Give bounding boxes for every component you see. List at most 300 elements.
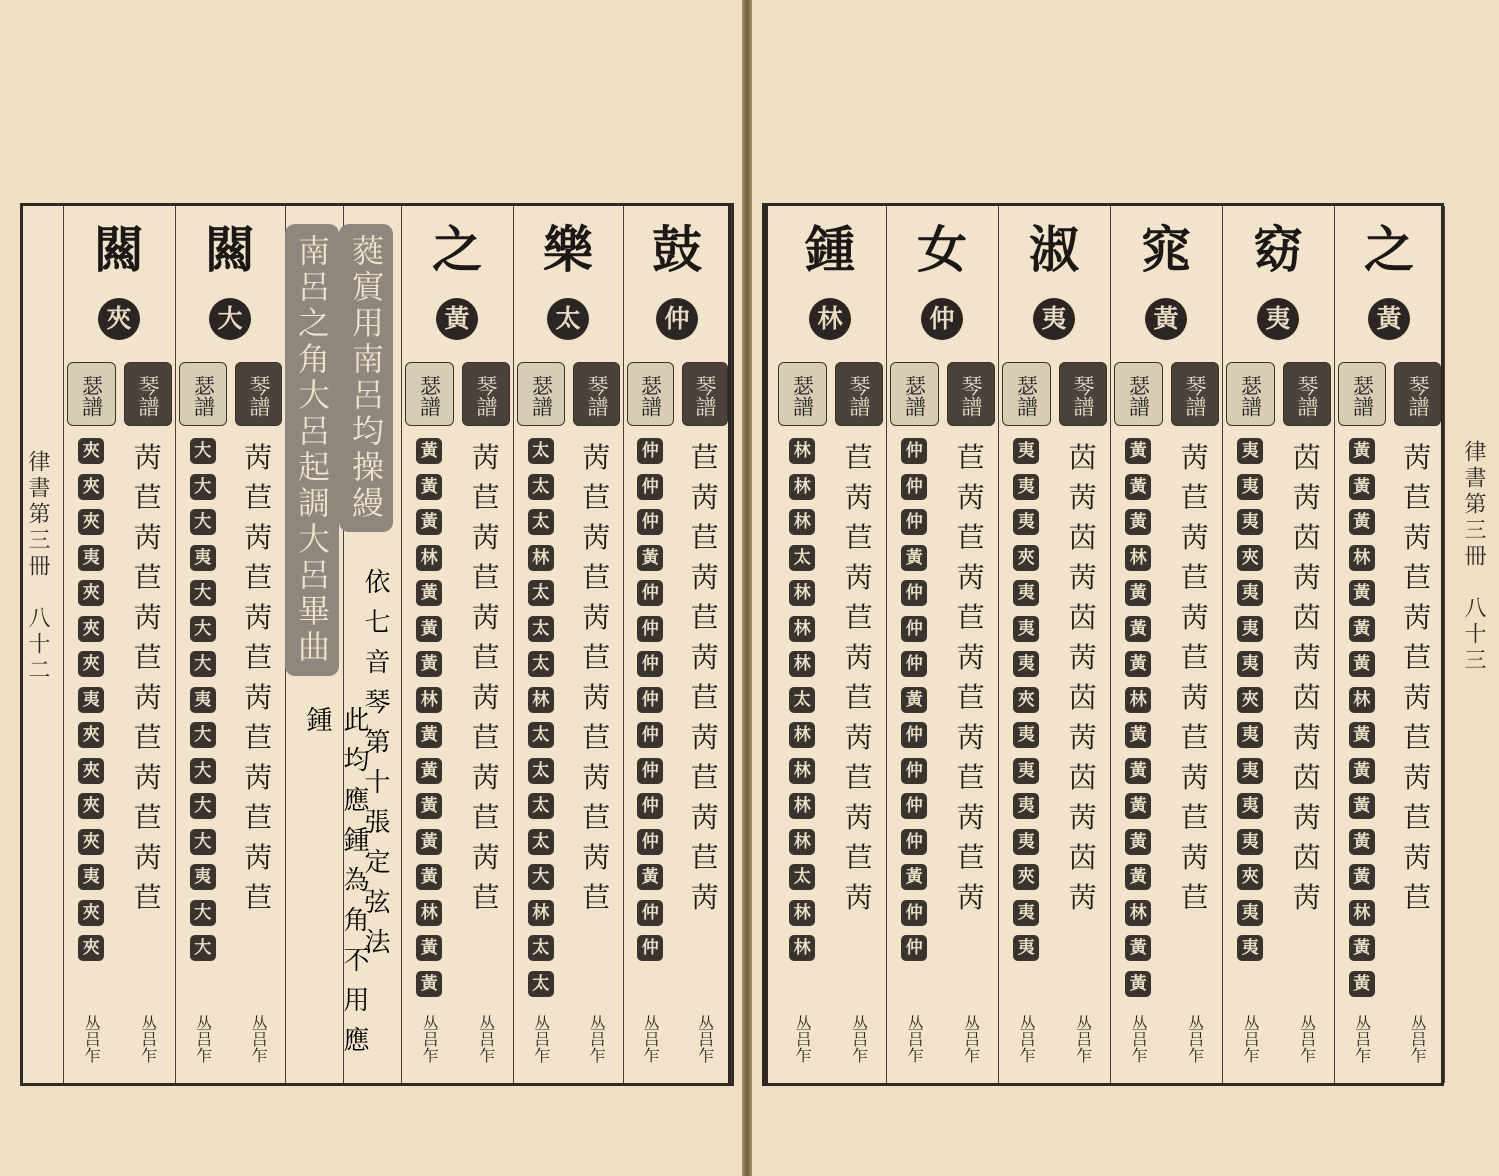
note-glyph: 大 bbox=[190, 474, 216, 500]
tablature-glyph: 苣 bbox=[844, 601, 873, 634]
tablature-glyph: 苣 bbox=[582, 641, 611, 674]
note-glyph: 夷 bbox=[1013, 616, 1039, 642]
tablature-glyph: 苣 bbox=[956, 761, 985, 794]
lyric-character: 闗 bbox=[205, 220, 255, 279]
note-list bbox=[623, 438, 678, 971]
pitch-circle: 黃 bbox=[436, 298, 478, 340]
note-glyph: 仲 bbox=[901, 616, 927, 642]
score-column bbox=[886, 206, 999, 1083]
fingering-note: 丛吕乍 bbox=[849, 1015, 869, 1063]
right-frame bbox=[762, 203, 1444, 1086]
tablature-glyph: 苣 bbox=[133, 721, 162, 754]
note-list bbox=[1110, 438, 1167, 1006]
note-glyph: 仲 bbox=[901, 474, 927, 500]
note-glyph: 夷 bbox=[78, 864, 104, 890]
lyric-character: 闗 bbox=[94, 220, 144, 279]
tablature-glyph: 苪 bbox=[956, 801, 985, 834]
tablature-glyph: 苣 bbox=[1180, 721, 1209, 754]
tablature-glyph: 苣 bbox=[244, 881, 273, 914]
qin-score bbox=[1390, 362, 1446, 1081]
tablature-list bbox=[1390, 438, 1446, 918]
note-glyph: 黃 bbox=[1349, 935, 1375, 961]
note-glyph: 仲 bbox=[637, 474, 663, 500]
note-glyph: 夷 bbox=[1237, 793, 1263, 819]
fingering-note: 丛吕乍 bbox=[1073, 1015, 1093, 1063]
tablature-glyph: 苣 bbox=[582, 801, 611, 834]
note-glyph: 夷 bbox=[1013, 900, 1039, 926]
note-list bbox=[175, 438, 231, 971]
tablature-glyph: 苪 bbox=[582, 761, 611, 794]
tablature-glyph: 苪 bbox=[244, 601, 273, 634]
note-glyph: 黃 bbox=[901, 864, 927, 890]
note-glyph: 太 bbox=[528, 829, 554, 855]
fingering-note: 丛吕乍 bbox=[1017, 1015, 1037, 1063]
note-glyph: 黃 bbox=[416, 935, 442, 961]
note-glyph: 太 bbox=[528, 438, 554, 464]
tablature-glyph: 苣 bbox=[690, 601, 719, 634]
note-glyph: 仲 bbox=[901, 722, 927, 748]
tablature-glyph: 苪 bbox=[133, 681, 162, 714]
note-glyph: 林 bbox=[416, 545, 442, 571]
fingering-note: 丛吕乍 bbox=[476, 1015, 496, 1063]
note-glyph: 黃 bbox=[416, 651, 442, 677]
lyric-character: 鼓 bbox=[652, 220, 702, 279]
score-column bbox=[774, 206, 887, 1083]
note-glyph: 黃 bbox=[416, 616, 442, 642]
tablature-glyph: 苣 bbox=[1403, 881, 1432, 914]
note-glyph: 仲 bbox=[637, 687, 663, 713]
note-glyph: 黃 bbox=[416, 758, 442, 784]
tablature-glyph: 苣 bbox=[471, 561, 500, 594]
tablature-glyph: 苪 bbox=[471, 761, 500, 794]
note-glyph: 仲 bbox=[901, 793, 927, 819]
note-glyph: 夷 bbox=[190, 864, 216, 890]
se-score bbox=[63, 362, 120, 1081]
note-glyph: 黃 bbox=[1125, 864, 1151, 890]
note-glyph: 太 bbox=[528, 651, 554, 677]
score-column bbox=[1222, 206, 1335, 1083]
tablature-glyph: 苪 bbox=[1180, 841, 1209, 874]
note-glyph: 黃 bbox=[1349, 651, 1375, 677]
fingering-note: 丛吕乍 bbox=[587, 1015, 607, 1063]
fingering-note: 丛吕乍 bbox=[1241, 1015, 1261, 1063]
note-list bbox=[63, 438, 120, 971]
note-glyph: 夾 bbox=[1237, 864, 1263, 890]
qin-header: 琴譜 bbox=[235, 362, 283, 426]
note-list bbox=[1222, 438, 1279, 971]
note-glyph: 黃 bbox=[1125, 580, 1151, 606]
note-glyph: 黃 bbox=[416, 580, 442, 606]
note-glyph: 大 bbox=[528, 864, 554, 890]
se-header: 瑟譜 bbox=[890, 362, 939, 426]
note-glyph: 大 bbox=[190, 722, 216, 748]
note-glyph: 黃 bbox=[416, 509, 442, 535]
note-glyph: 大 bbox=[190, 793, 216, 819]
tablature-glyph: 苪 bbox=[690, 881, 719, 914]
note-glyph: 黃 bbox=[1349, 793, 1375, 819]
tablature-glyph: 苣 bbox=[956, 601, 985, 634]
tablature-glyph: 苪 bbox=[1292, 881, 1321, 914]
tablature-glyph: 苪 bbox=[1403, 521, 1432, 554]
tablature-glyph: 苣 bbox=[582, 721, 611, 754]
tablature-list bbox=[1055, 438, 1112, 918]
left-edge-label: 律書第三冊 八十二 bbox=[25, 450, 50, 684]
note-glyph: 黃 bbox=[416, 971, 442, 997]
tablature-glyph: 苣 bbox=[244, 481, 273, 514]
qin-score bbox=[678, 362, 733, 1081]
note-glyph: 太 bbox=[528, 616, 554, 642]
note-glyph: 林 bbox=[528, 687, 554, 713]
tablature-glyph: 苪 bbox=[471, 841, 500, 874]
note-glyph: 太 bbox=[789, 864, 815, 890]
note-glyph: 夷 bbox=[1013, 438, 1039, 464]
note-glyph: 林 bbox=[1125, 545, 1151, 571]
tablature-glyph: 苬 bbox=[1292, 601, 1321, 634]
note-glyph: 林 bbox=[789, 758, 815, 784]
se-score bbox=[886, 362, 943, 1081]
se-score bbox=[401, 362, 458, 1081]
tablature-glyph: 苬 bbox=[1292, 761, 1321, 794]
tablature-glyph: 苪 bbox=[844, 481, 873, 514]
tablature-glyph: 苪 bbox=[1292, 801, 1321, 834]
se-score bbox=[513, 362, 569, 1081]
tablature-list bbox=[831, 438, 888, 918]
tablature-glyph: 苪 bbox=[582, 601, 611, 634]
pitch-circle: 黃 bbox=[1368, 298, 1410, 340]
tablature-glyph: 苪 bbox=[844, 801, 873, 834]
note-glyph: 林 bbox=[1349, 687, 1375, 713]
lyric-character: 女 bbox=[917, 220, 967, 279]
tablature-glyph: 苪 bbox=[844, 641, 873, 674]
se-header: 瑟譜 bbox=[517, 362, 565, 426]
note-glyph: 林 bbox=[416, 900, 442, 926]
note-glyph: 太 bbox=[528, 758, 554, 784]
tablature-glyph: 苪 bbox=[471, 681, 500, 714]
qin-score bbox=[569, 362, 625, 1081]
note-glyph: 林 bbox=[789, 935, 815, 961]
qin-header: 琴譜 bbox=[682, 362, 729, 426]
tablature-glyph: 苪 bbox=[690, 481, 719, 514]
note-glyph: 黃 bbox=[1349, 864, 1375, 890]
right-edge-label: 律書第三冊 八十三 bbox=[1461, 440, 1486, 674]
tablature-glyph: 苣 bbox=[582, 561, 611, 594]
note-glyph: 夾 bbox=[1013, 687, 1039, 713]
tablature-glyph: 苪 bbox=[1292, 481, 1321, 514]
pitch-circle: 夾 bbox=[98, 298, 140, 340]
tablature-glyph: 苬 bbox=[1292, 521, 1321, 554]
tablature-glyph: 苪 bbox=[1403, 601, 1432, 634]
tablature-glyph: 苣 bbox=[1180, 481, 1209, 514]
note-glyph: 黃 bbox=[1125, 616, 1151, 642]
tablature-glyph: 苪 bbox=[1403, 761, 1432, 794]
tablature-glyph: 苪 bbox=[1180, 441, 1209, 474]
note-glyph: 仲 bbox=[637, 935, 663, 961]
qin-score bbox=[943, 362, 1000, 1081]
note-glyph: 夾 bbox=[1237, 687, 1263, 713]
note-glyph: 黃 bbox=[637, 545, 663, 571]
qin-header: 琴譜 bbox=[462, 362, 511, 426]
qin-header: 琴譜 bbox=[124, 362, 173, 426]
qin-score bbox=[1279, 362, 1336, 1081]
note-glyph: 林 bbox=[416, 687, 442, 713]
tablature-glyph: 苬 bbox=[1068, 841, 1097, 874]
note-glyph: 夷 bbox=[1237, 616, 1263, 642]
tablature-glyph: 苣 bbox=[844, 761, 873, 794]
tablature-glyph: 苪 bbox=[690, 641, 719, 674]
note-glyph: 夷 bbox=[1237, 758, 1263, 784]
fingering-note: 丛吕乍 bbox=[793, 1015, 813, 1063]
note-glyph: 林 bbox=[528, 545, 554, 571]
note-glyph: 仲 bbox=[637, 900, 663, 926]
tablature-glyph: 苪 bbox=[1068, 801, 1097, 834]
tablature-glyph: 苪 bbox=[844, 561, 873, 594]
tablature-glyph: 苣 bbox=[690, 761, 719, 794]
tablature-glyph: 苬 bbox=[1068, 761, 1097, 794]
fingering-note: 丛吕乍 bbox=[1185, 1015, 1205, 1063]
tablature-glyph: 苬 bbox=[1292, 441, 1321, 474]
tablature-glyph: 苣 bbox=[1180, 641, 1209, 674]
tablature-glyph: 苣 bbox=[582, 881, 611, 914]
note-glyph: 夾 bbox=[78, 758, 104, 784]
note-list bbox=[1334, 438, 1390, 1006]
qin-header: 琴譜 bbox=[1283, 362, 1332, 426]
pitch-circle: 林 bbox=[809, 298, 851, 340]
tablature-glyph: 苬 bbox=[1068, 681, 1097, 714]
tablature-glyph: 苪 bbox=[133, 601, 162, 634]
tablature-glyph: 苪 bbox=[1068, 561, 1097, 594]
tablature-glyph: 苪 bbox=[471, 441, 500, 474]
note-glyph: 仲 bbox=[637, 509, 663, 535]
note-glyph: 夾 bbox=[1237, 545, 1263, 571]
tablature-glyph: 苣 bbox=[844, 841, 873, 874]
score-column bbox=[63, 206, 176, 1083]
note-glyph: 大 bbox=[190, 935, 216, 961]
qin-score bbox=[231, 362, 287, 1081]
tablature-glyph: 苣 bbox=[133, 801, 162, 834]
note-glyph: 黃 bbox=[416, 438, 442, 464]
se-header: 瑟譜 bbox=[1002, 362, 1051, 426]
se-header: 瑟譜 bbox=[1114, 362, 1163, 426]
note-glyph: 仲 bbox=[637, 829, 663, 855]
note-glyph: 夷 bbox=[190, 687, 216, 713]
se-header: 瑟譜 bbox=[67, 362, 116, 426]
se-header: 瑟譜 bbox=[1338, 362, 1386, 426]
fingering-note: 丛吕乍 bbox=[1408, 1015, 1428, 1063]
note-glyph: 林 bbox=[528, 900, 554, 926]
note-glyph: 林 bbox=[789, 793, 815, 819]
note-glyph: 黃 bbox=[1349, 580, 1375, 606]
tablature-glyph: 苪 bbox=[582, 441, 611, 474]
tablature-glyph: 苣 bbox=[471, 801, 500, 834]
se-score bbox=[1110, 362, 1167, 1081]
score-column bbox=[175, 206, 286, 1083]
note-glyph: 黃 bbox=[1349, 509, 1375, 535]
note-glyph: 林 bbox=[789, 722, 815, 748]
note-glyph: 太 bbox=[528, 793, 554, 819]
tablature-list bbox=[231, 438, 287, 918]
tablature-glyph: 苪 bbox=[582, 681, 611, 714]
pitch-circle: 太 bbox=[547, 298, 589, 340]
note-glyph: 夷 bbox=[1237, 651, 1263, 677]
note-list bbox=[774, 438, 831, 971]
qin-score bbox=[1055, 362, 1112, 1081]
note-list bbox=[998, 438, 1055, 971]
tablature-glyph: 苪 bbox=[1180, 601, 1209, 634]
tablature-list bbox=[458, 438, 515, 918]
tablature-glyph: 苪 bbox=[133, 521, 162, 554]
note-glyph: 夾 bbox=[78, 900, 104, 926]
tablature-glyph: 苪 bbox=[1180, 681, 1209, 714]
qin-score bbox=[831, 362, 888, 1081]
score-column bbox=[1110, 206, 1223, 1083]
note-glyph: 黃 bbox=[1125, 651, 1151, 677]
note-glyph: 仲 bbox=[637, 758, 663, 784]
tablature-glyph: 苬 bbox=[1292, 841, 1321, 874]
note-glyph: 林 bbox=[1349, 900, 1375, 926]
tablature-glyph: 苪 bbox=[956, 641, 985, 674]
tablature-glyph: 苪 bbox=[1068, 881, 1097, 914]
note-glyph: 仲 bbox=[901, 758, 927, 784]
note-glyph: 黃 bbox=[1125, 474, 1151, 500]
note-glyph: 夷 bbox=[1237, 829, 1263, 855]
note-glyph: 夷 bbox=[190, 545, 216, 571]
tablature-glyph: 苣 bbox=[244, 641, 273, 674]
fingering-note: 丛吕乍 bbox=[1352, 1015, 1372, 1063]
qin-header: 琴譜 bbox=[1394, 362, 1442, 426]
note-list bbox=[401, 438, 458, 1006]
lyric-character: 樂 bbox=[543, 220, 593, 279]
tablature-glyph: 苣 bbox=[690, 681, 719, 714]
fingering-note: 丛吕乍 bbox=[1129, 1015, 1149, 1063]
note-glyph: 夷 bbox=[1237, 509, 1263, 535]
lyric-character: 窈 bbox=[1253, 220, 1303, 279]
score-column bbox=[513, 206, 624, 1083]
note-glyph: 夷 bbox=[1013, 722, 1039, 748]
tablature-glyph: 苪 bbox=[582, 521, 611, 554]
fingering-note: 丛吕乍 bbox=[82, 1015, 102, 1063]
note-glyph: 林 bbox=[789, 474, 815, 500]
tablature-glyph: 苣 bbox=[471, 881, 500, 914]
note-glyph: 夷 bbox=[1013, 651, 1039, 677]
se-header: 瑟譜 bbox=[627, 362, 674, 426]
lyric-character: 淑 bbox=[1029, 220, 1079, 279]
tablature-glyph: 苣 bbox=[690, 521, 719, 554]
note-glyph: 夷 bbox=[1237, 900, 1263, 926]
note-glyph: 太 bbox=[528, 474, 554, 500]
tablature-list bbox=[943, 438, 1000, 918]
score-column bbox=[998, 206, 1111, 1083]
tablature-glyph: 苣 bbox=[690, 841, 719, 874]
note-glyph: 林 bbox=[789, 438, 815, 464]
se-header: 瑟譜 bbox=[405, 362, 454, 426]
note-glyph: 太 bbox=[528, 722, 554, 748]
note-glyph: 林 bbox=[789, 616, 815, 642]
tablature-glyph: 苪 bbox=[956, 881, 985, 914]
note-glyph: 林 bbox=[789, 829, 815, 855]
tablature-glyph: 苣 bbox=[133, 481, 162, 514]
tablature-glyph: 苬 bbox=[1068, 441, 1097, 474]
se-score bbox=[1334, 362, 1390, 1081]
fingering-note: 丛吕乍 bbox=[193, 1015, 213, 1063]
note-glyph: 太 bbox=[528, 935, 554, 961]
tablature-list bbox=[1279, 438, 1336, 918]
tablature-glyph: 苪 bbox=[1403, 441, 1432, 474]
note-glyph: 太 bbox=[528, 509, 554, 535]
tablature-glyph: 苪 bbox=[582, 841, 611, 874]
score-column bbox=[623, 206, 732, 1083]
tablature-list bbox=[569, 438, 625, 918]
note-glyph: 夾 bbox=[78, 509, 104, 535]
note-glyph: 夷 bbox=[78, 545, 104, 571]
note-glyph: 黃 bbox=[416, 829, 442, 855]
note-glyph: 夾 bbox=[78, 829, 104, 855]
note-glyph: 仲 bbox=[637, 438, 663, 464]
note-glyph: 太 bbox=[528, 971, 554, 997]
fingering-note: 丛吕乍 bbox=[138, 1015, 158, 1063]
note-list bbox=[513, 438, 569, 1006]
tablature-glyph: 苪 bbox=[844, 881, 873, 914]
note-glyph: 仲 bbox=[637, 651, 663, 677]
note-glyph: 仲 bbox=[637, 793, 663, 819]
tablature-glyph: 苣 bbox=[582, 481, 611, 514]
fingering-note: 丛吕乍 bbox=[1297, 1015, 1317, 1063]
note-glyph: 夷 bbox=[1013, 509, 1039, 535]
tablature-glyph: 苪 bbox=[1068, 721, 1097, 754]
tablature-glyph: 苬 bbox=[1068, 601, 1097, 634]
pitch-circle: 黃 bbox=[1145, 298, 1187, 340]
note-glyph: 仲 bbox=[637, 580, 663, 606]
tablature-glyph: 苣 bbox=[956, 521, 985, 554]
tuning-note: 此均應鍾為角不用應鍾 bbox=[302, 706, 369, 1066]
note-glyph: 黃 bbox=[1349, 722, 1375, 748]
tablature-glyph: 苬 bbox=[1292, 681, 1321, 714]
qin-header: 琴譜 bbox=[1171, 362, 1220, 426]
tablature-glyph: 苣 bbox=[471, 481, 500, 514]
book-gutter bbox=[742, 0, 752, 1176]
se-score bbox=[998, 362, 1055, 1081]
fingering-note: 丛吕乍 bbox=[420, 1015, 440, 1063]
note-glyph: 夾 bbox=[1013, 864, 1039, 890]
note-glyph: 大 bbox=[190, 829, 216, 855]
note-glyph: 夾 bbox=[1013, 545, 1039, 571]
note-glyph: 夾 bbox=[78, 616, 104, 642]
note-glyph: 林 bbox=[789, 900, 815, 926]
fingering-note: 丛吕乍 bbox=[695, 1015, 715, 1063]
pitch-circle: 仲 bbox=[656, 298, 698, 340]
note-glyph: 夷 bbox=[1237, 935, 1263, 961]
note-glyph: 仲 bbox=[901, 438, 927, 464]
note-glyph: 黃 bbox=[416, 722, 442, 748]
qin-header: 琴譜 bbox=[1059, 362, 1108, 426]
note-glyph: 夾 bbox=[78, 651, 104, 677]
tablature-glyph: 苪 bbox=[956, 721, 985, 754]
tablature-glyph: 苣 bbox=[1180, 561, 1209, 594]
qin-score bbox=[1167, 362, 1224, 1081]
tablature-glyph: 苣 bbox=[844, 441, 873, 474]
tablature-glyph: 苣 bbox=[956, 841, 985, 874]
note-glyph: 林 bbox=[1125, 900, 1151, 926]
se-score bbox=[1222, 362, 1279, 1081]
tablature-glyph: 苪 bbox=[1292, 641, 1321, 674]
fingering-note: 丛吕乍 bbox=[905, 1015, 925, 1063]
tablature-glyph: 苪 bbox=[133, 841, 162, 874]
tablature-glyph: 苪 bbox=[844, 721, 873, 754]
note-list bbox=[886, 438, 943, 971]
tablature-glyph: 苪 bbox=[1068, 481, 1097, 514]
note-glyph: 黃 bbox=[1349, 616, 1375, 642]
tablature-glyph: 苪 bbox=[1292, 561, 1321, 594]
note-glyph: 大 bbox=[190, 438, 216, 464]
